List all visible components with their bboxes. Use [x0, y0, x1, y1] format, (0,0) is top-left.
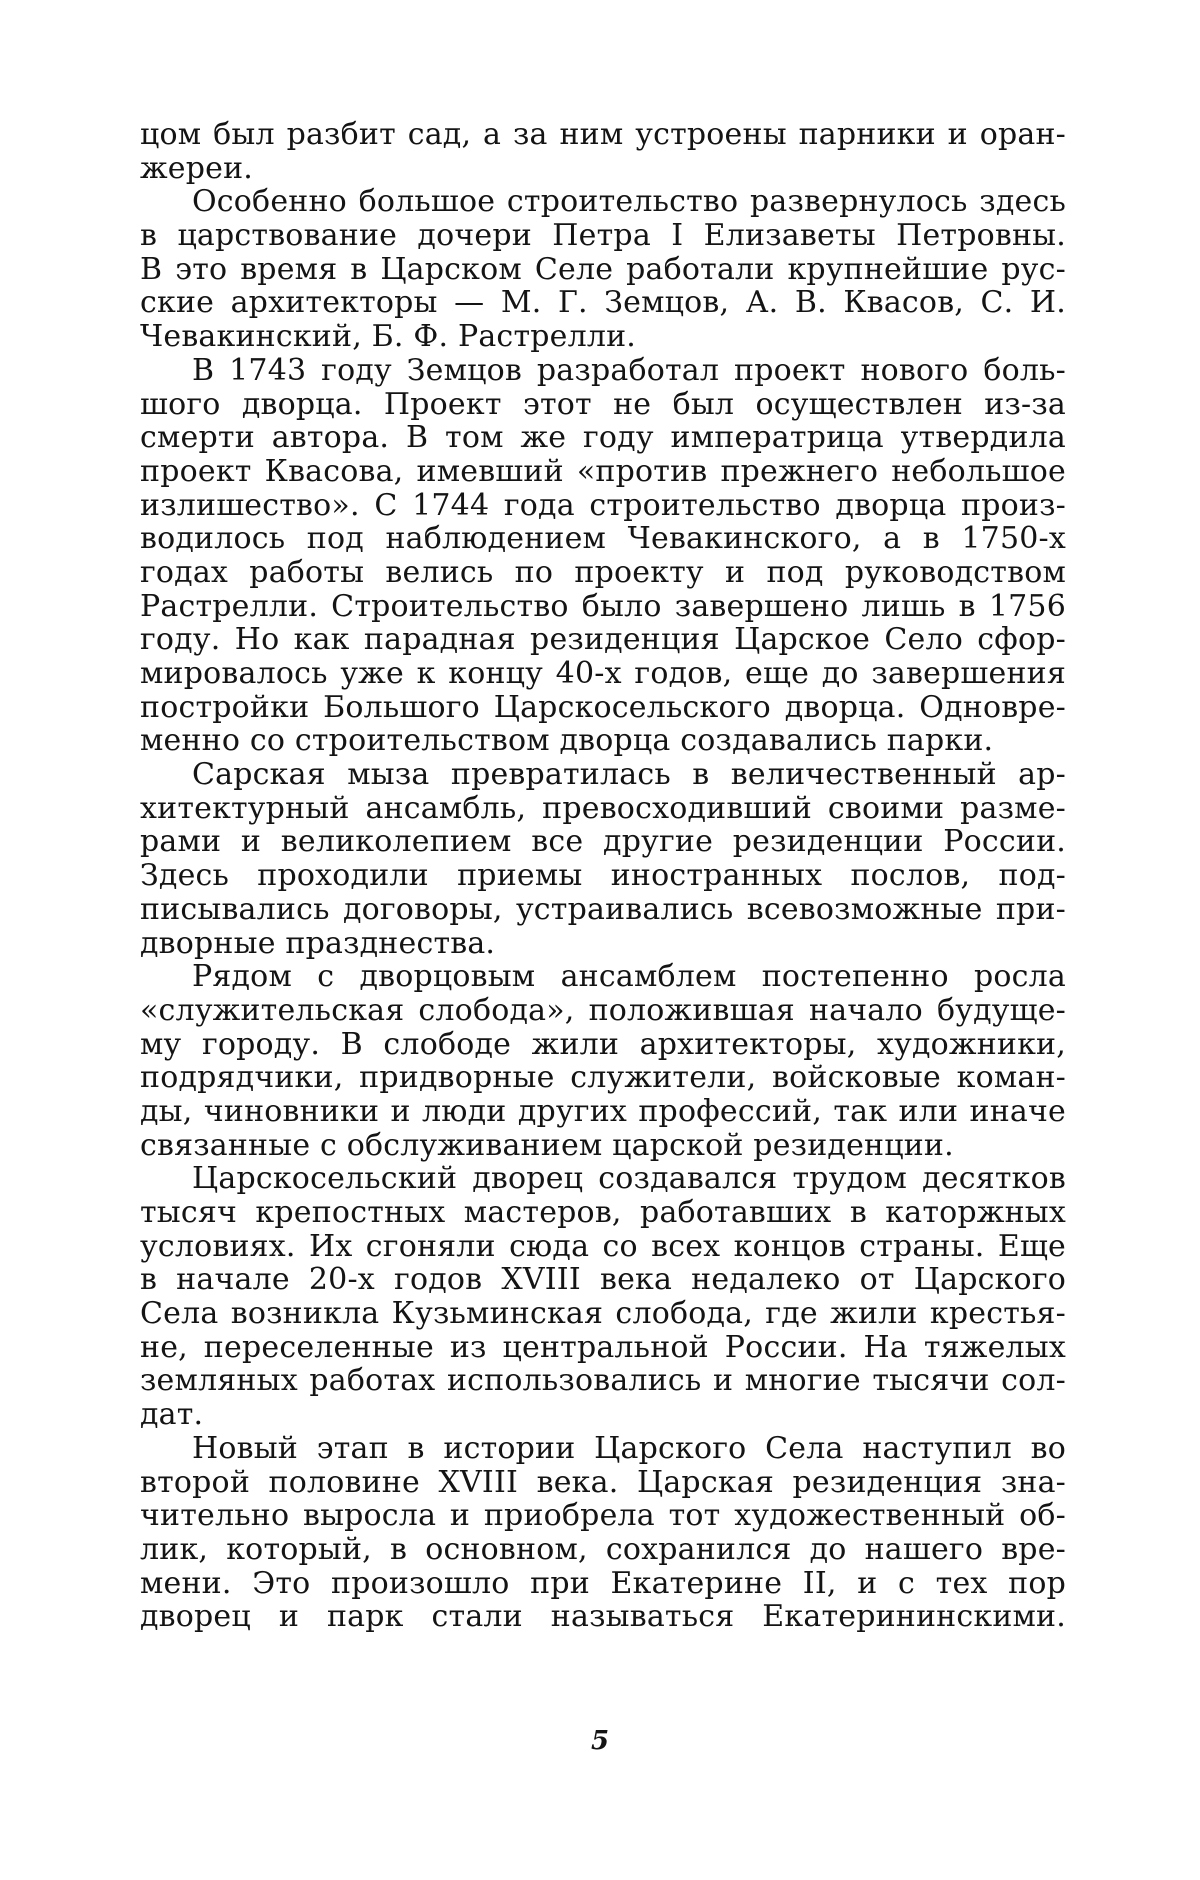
text-line: условиях. Их сгоняли сюда со всех концов страны. Еще — [140, 1228, 1066, 1264]
paragraph-5 — [140, 960, 1066, 1162]
text-line: постройки Большого Царскосельского дворца. Одновре- — [140, 689, 1066, 725]
text-line: рами и великолепием все другие резиденции России. — [140, 824, 1066, 860]
text-line: связанные с обслуживанием царской резиденции. — [140, 1127, 954, 1163]
text-line: Здесь проходили приемы иностранных послов, под- — [140, 858, 1066, 894]
text-line: Села возникла Кузьминская слобода, где жили крестья- — [140, 1296, 1066, 1332]
text-line: ские архитекторы — М. Г. Земцов, А. В. Квасов, С. И. — [140, 285, 1066, 321]
text-line: Растрелли. Строительство было завершено лишь в 1756 — [140, 588, 1066, 624]
text-line: земляных работах использовались и многие тысячи сол- — [140, 1363, 1066, 1399]
text-line: Новый этап в истории Царского Села наступил во — [192, 1430, 1066, 1466]
text-line: излишество». С 1744 года строительство дворца произ- — [140, 487, 1066, 523]
text-line: Сарская мыза превратилась в величественный ар- — [192, 757, 1066, 793]
text-line: дворные празднества. — [140, 925, 496, 961]
text-line: лик, который, в основном, сохранился до нашего вре- — [140, 1531, 1066, 1567]
text-line: дат. — [140, 1397, 204, 1433]
text-line: шого дворца. Проект этот не был осуществлен из-за — [140, 386, 1066, 422]
text-line: му городу. В слободе жили архитекторы, художники, — [140, 1026, 1066, 1062]
text-line: цом был разбит сад, а за ним устроены парники и оран- — [140, 117, 1066, 152]
text-line: жереи. — [140, 150, 254, 186]
text-line: Особенно большое строительство развернулось здесь — [192, 184, 1066, 220]
text-line: ды, чиновники и люди других профессий, так или иначе — [140, 1093, 1066, 1129]
text-line: тысяч крепостных мастеров, работавших в каторжных — [140, 1195, 1066, 1230]
text-line: смерти автора. В том же году императрица утвердила — [140, 420, 1066, 456]
page-body — [140, 118, 1066, 1634]
text-line: В 1743 году Земцов разработал проект нового боль- — [192, 352, 1066, 388]
paragraph-4 — [140, 758, 1066, 960]
text-line: году. Но как парадная резиденция Царское Село сфор- — [140, 622, 1066, 658]
text-line: чительно выросла и приобрела тот художественный об- — [140, 1498, 1066, 1534]
text-line: второй половине XVIII века. Царская резиденция зна- — [140, 1464, 1066, 1500]
text-line: водилось под наблюдением Чевакинского, а в 1750-х — [140, 521, 1066, 557]
text-line: «служительская слобода», положившая начало будуще- — [140, 992, 1066, 1028]
text-line: В это время в Царском Селе работали крупнейшие рус- — [140, 251, 1066, 287]
paragraph-3 — [140, 354, 1066, 758]
paragraph-2 — [140, 185, 1066, 353]
text-line: проект Квасова, имевший «против прежнего небольшое — [140, 453, 1066, 489]
text-line: Чевакинский, Б. Ф. Растрелли. — [140, 319, 637, 355]
text-line: подрядчики, придворные служители, войсковые коман- — [140, 1060, 1066, 1096]
page-number: 5 — [590, 1726, 610, 1756]
text-line: годах работы велись по проекту и под руководством — [140, 554, 1066, 590]
text-line: мировалось уже к концу 40-х годов, еще до завершения — [140, 656, 1066, 691]
text-line: дворец и парк стали называться Екатерининскими. — [140, 1599, 1066, 1635]
text-line: менно со строительством дворца создавались парки. — [140, 723, 994, 759]
text-line: мени. Это произошло при Екатерине II, и с тех пор — [140, 1565, 1066, 1601]
text-line: в царствование дочери Петра I Елизаветы Петровны. — [140, 218, 1066, 254]
text-line: писывались договоры, устраивались всевозможные при- — [140, 891, 1066, 927]
text-line: Царскосельский дворец создавался трудом десятков — [192, 1161, 1066, 1197]
paragraph-7 — [140, 1432, 1066, 1634]
text-line: хитектурный ансамбль, превосходивший своими разме- — [140, 790, 1066, 826]
paragraph-6 — [140, 1162, 1066, 1432]
text-line: в начале 20-х годов XVIII века недалеко от Царского — [140, 1262, 1066, 1298]
paragraph-1 — [140, 118, 1066, 185]
text-line: не, переселенные из центральной России. На тяжелых — [140, 1329, 1066, 1365]
text-line: Рядом с дворцовым ансамблем постепенно росла — [192, 959, 1066, 995]
